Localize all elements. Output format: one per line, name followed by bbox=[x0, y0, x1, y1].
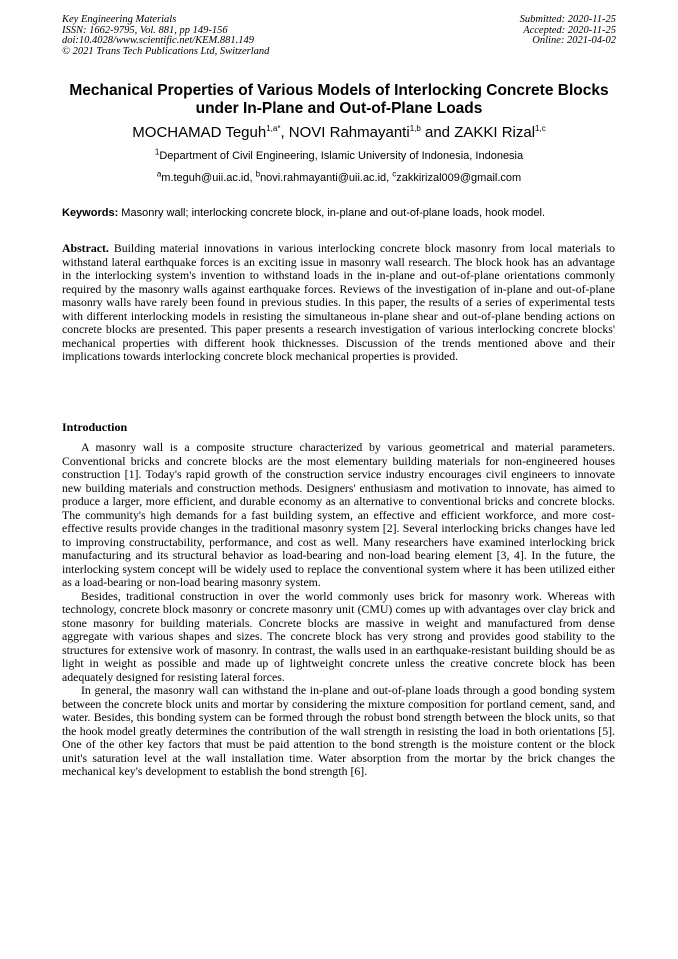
author-affiliation-mark: 1,a* bbox=[266, 124, 281, 133]
paper-title: Mechanical Properties of Various Models of Interlocking Concrete Blocks under In-Plane and Out-of-Plane Loads bbox=[69, 82, 609, 117]
online-date: Online: 2021-04-02 bbox=[532, 35, 616, 46]
affiliation bbox=[62, 147, 616, 163]
email-link: novi.rahmayanti@uii.ac.id, bbox=[260, 172, 393, 184]
submitted-date: Submitted: 2020-11-25 bbox=[519, 14, 616, 25]
keywords-text: Masonry wall; interlocking concrete block, in-plane and out-of-plane loads, hook model. bbox=[118, 207, 546, 219]
email-mark: b bbox=[255, 169, 261, 179]
author-separator: , bbox=[280, 124, 289, 141]
body-paragraph: A masonry wall is a composite structure characterized by various geometrical and material parameters. Conventional bricks and concrete blocks are the most elementary building materials for non-engineered houses construction [1]. Today's rapid growth of the construction service industry encourages civil engineers to innovate new building materials and construction methods. Designers' enthusiasm and motivation to innovate, has aimed to produce a larger, more efficient, and durable economy as an alternative to conventional bricks and concrete blocks. The community's high demands for a fast building system, an effective and efficient workforce, and more cost-effective results provide changes in the traditional masonry system [2]. Several interlocking bricks changes have led to improving constructability, performance, and cost as well. Many researchers have examined interlocking brick manufacturing and its structural behavior as load-bearing and non-load bearing element [3, 4]. In the future, the interlocking system concept will be widely used to replace the conventional system where it has been utilized either as a load-bearing or non-load bearing masonry system. bbox=[62, 440, 615, 589]
submission-dates bbox=[520, 15, 616, 47]
author-name: ZAKKI Rizal bbox=[454, 124, 536, 141]
email-link: zakkirizal009@gmail.com bbox=[396, 172, 522, 184]
abstract-text: Building material innovations in various interlocking concrete block masonry from local materials to withstand lateral earthquake forces is an exciting issue in masonry wall research. The block hook has an advantage in the interlocking system's invention to withstand loads in the in-plane and out-of-plane orientations commonly required by the masonry walls against earthquake forces. Reviews of the investigation of in-plane and out-of-plane masonry walls have rarely been found in previous studies. In this paper, the results of a series of experimental tests with different interlocking models in resisting the simultaneous in-plane shear and out-of-plane bending actions on concrete blocks are presented. This paper presents a research investigation of various interlocking concrete blocks' mechanical properties with different hook thicknesses. Discussion of the trends mentioned above and their implications towards interlocking concrete block mechanical properties is provided. bbox=[62, 241, 615, 363]
accepted-date: Accepted: 2020-11-25 bbox=[523, 24, 616, 36]
section-heading-introduction: Introduction bbox=[62, 420, 128, 434]
author-separator: and bbox=[420, 124, 455, 141]
journal-info bbox=[62, 15, 269, 57]
introduction-body bbox=[62, 441, 615, 779]
author-emails bbox=[62, 169, 616, 185]
email-link: m.teguh@uii.ac.id, bbox=[161, 172, 256, 184]
doi: doi:10.4028/www.scientific.net/KEM.881.149 bbox=[62, 35, 254, 46]
body-paragraph: Besides, traditional construction in over the world commonly uses brick for masonry work. Whereas with technology, concrete block masonry or concrete masonry unit (CMU) comes up with advantages over clay brick and stone masonry for building materials. Concrete blocks are massive in weight and manufactured from dense aggregate with various shapes and sizes. The concrete block has very strong and provides good stability to the structures for extensive work of masonry. In contrast, the walls used in an earthquake-resistant building should be as light in weight as possible and made up of lightweight concrete unless the creative concrete block has been adequately designed for resisting lateral forces. bbox=[62, 588, 615, 684]
abstract-label: Abstract. bbox=[62, 241, 109, 255]
copyright: © 2021 Trans Tech Publications Ltd, Switzerland bbox=[62, 45, 270, 57]
abstract bbox=[62, 242, 615, 364]
email-mark: c bbox=[392, 169, 397, 179]
author-affiliation-mark: 1,c bbox=[535, 124, 546, 133]
journal-name: Key Engineering Materials bbox=[62, 14, 177, 25]
author-affiliation-mark: 1,b bbox=[409, 124, 421, 133]
issn-volume: ISSN: 1662-9795, Vol. 881, pp 149-156 bbox=[62, 24, 228, 36]
affiliation-mark: 1 bbox=[154, 147, 160, 157]
author-name: MOCHAMAD Teguh bbox=[132, 124, 267, 141]
email-mark: a bbox=[156, 169, 162, 179]
keywords bbox=[62, 207, 618, 220]
author-name: NOVI Rahmayanti bbox=[288, 124, 410, 141]
author-list bbox=[62, 124, 616, 142]
body-paragraph: In general, the masonry wall can withstand the in-plane and out-of-plane loads through a good bonding system between the concrete block units and mortar by considering the mixture composition for portland cement, sand, and water. Besides, this bonding system can be formed through the robust bond strength between the block units, so that the hook model greatly determines the contribution of the wall strength in resisting the load in both orientations [5]. One of the other key factors that must be paid attention to the bond strength is the moisture content or the block unit's saturation level at the wall installation time. Water absorption from the mortar by the brick changes the mechanical key's development to establish the bond strength [6]. bbox=[62, 683, 615, 778]
affiliation-text: Department of Civil Engineering, Islamic University of Indonesia, Indonesia bbox=[159, 150, 524, 162]
keywords-label: Keywords: bbox=[62, 207, 119, 219]
